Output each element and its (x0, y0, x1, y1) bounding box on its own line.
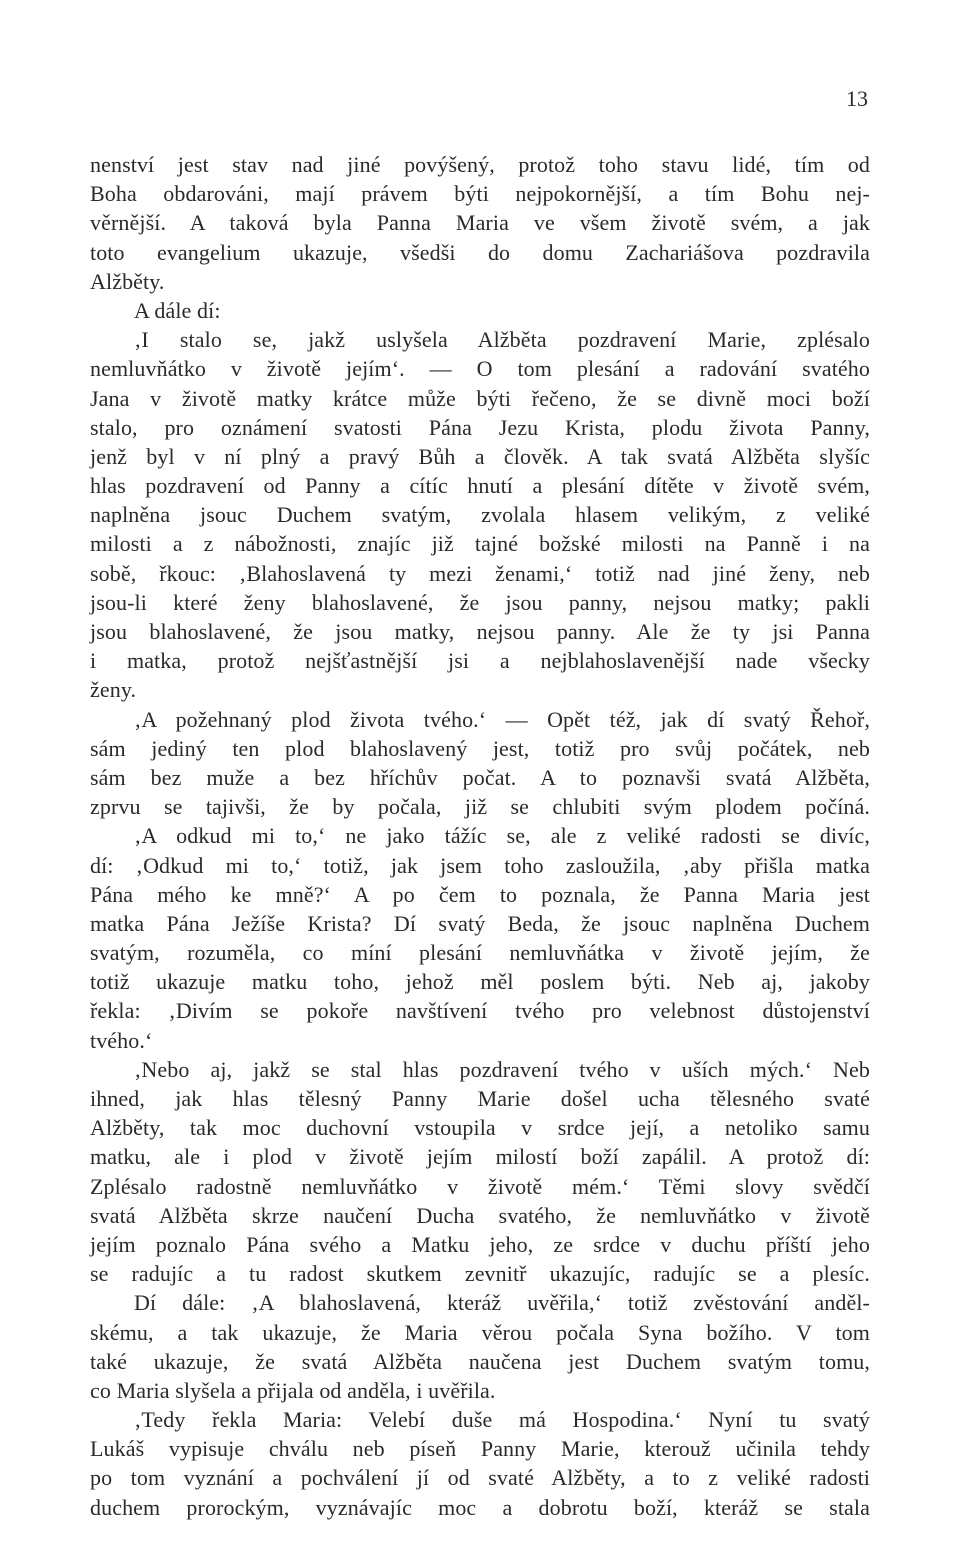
text-line: nenství jest stav nad jiné povýšený, protož toho stavu lidé, tím od (90, 152, 870, 177)
text-line: ‚Nebo aj, jakž se stal hlas pozdravení tvého v uších mých.‘ Neb (134, 1056, 870, 1082)
text-line: Boha obdarováni, mají právem býti nejpokornější, a tím Bohu nej- (90, 181, 870, 207)
text-line: i matka, protož nejšťastnější jsi a nejblahoslavenější nade všecky (90, 648, 870, 674)
text-line: dí: ‚Odkud mi to,‘ totiž, jak jsem toho zasloužila, ‚aby přišla matka (90, 852, 870, 878)
text-line: svatá Alžběta skrze naučení Ducha svatého, že nemluvňátko v životě (90, 1202, 870, 1228)
text-line: věrnější. A taková byla Panna Maria ve všem životě svém, a jak (90, 210, 870, 236)
text-line: jenž byl v ní plný a pravý Bůh a člověk. A tak svatá Alžběta slyšíc (90, 443, 870, 469)
text-line: ihned, jak hlas tělesný Panny Marie došel ucha tělesného svaté (90, 1086, 870, 1111)
text-line: Pána mého ke mně?‘ A po čem to poznala, že Panna Maria jest (90, 881, 870, 907)
text-line: sobě, řkouc: ‚Blahoslavená ty mezi ženami,‘ totiž nad jiné ženy, neb (90, 560, 870, 586)
page-number: 13 (846, 86, 868, 111)
text-line: Zplésalo radostně nemluvňátko v životě mém.‘ Těmi slovy svědčí (90, 1173, 870, 1199)
text-line: sám jediný ten plod blahoslavený jest, totiž pro svůj počátek, neb (90, 735, 870, 761)
text-line: co Maria slyšela a přijala od anděla, i uvěřila. (90, 1377, 496, 1403)
text-line: Alžběty, tak moc duchovní vstoupila v srdce její, a netoliko samu (90, 1115, 870, 1141)
text-line: tvého.‘ (90, 1027, 153, 1053)
text-line: matku, ale i plod v životě jejím milostí boží zapálil. A protož dí: (90, 1144, 870, 1170)
text-line: Dí dále: ‚A blahoslavená, kteráž uvěřila,‘ totiž zvěstování anděl- (134, 1290, 870, 1316)
text-line: naplněna jsouc Duchem svatým, zvolala hlasem velikým, z veliké (90, 502, 870, 528)
text-line: ženy. (90, 677, 137, 703)
text-line: také ukazuje, že svatá Alžběta naučena jest Duchem svatým tomu, (90, 1348, 870, 1374)
text-line: řekla: ‚Divím se pokoře navštívení tvého pro velebnost důstojenství (90, 998, 870, 1024)
text-line: Jana v životě matky krátce může býti řečeno, že se divně moci boží (90, 385, 870, 411)
text-line: ‚A odkud mi to,‘ ne jako tážíc se, ale z veliké radosti se divíc, (134, 823, 870, 849)
text-line: Lukáš vypisuje chválu neb píseň Panny Marie, kterouž učinila tehdy (90, 1436, 870, 1462)
text-line: toto evangelium ukazuje, všedši do domu Zachariášova pozdravila (90, 239, 870, 265)
text-line: stalo, pro oznámení svatosti Pána Jezu Krista, plodu života Panny, (90, 414, 870, 440)
text-line: skému, a tak ukazuje, že Maria věrou počala Syna božího. V tom (90, 1319, 870, 1345)
text-line: totiž ukazuje matku toho, jehož měl poslem býti. Neb aj, jakoby (90, 969, 870, 995)
text-line: matka Pána Ježíše Krista? Dí svatý Beda, že jsouc naplněna Duchem (90, 910, 870, 936)
text-line: jejím poznalo Pána svého a Matku jeho, ze srdce v duchu příští jeho (90, 1231, 870, 1257)
text-line: Alžběty. (90, 268, 165, 294)
text-line: jsou-li které ženy blahoslavené, že jsou panny, nejsou matky; pakli (90, 589, 870, 615)
text-line: ‚Tedy řekla Maria: Velebí duše má Hospodina.‘ Nyní tu svatý (134, 1407, 870, 1433)
body-text (90, 150, 870, 1522)
text-line: duchem prorockým, vyznávajíc moc a dobrotu boží, kteráž se stala (90, 1494, 870, 1520)
text-line: nemluvňátko v životě jejím‘. — O tom plesání a radování svatého (90, 356, 870, 382)
text-line: A dále dí: (134, 297, 221, 323)
text-line: jsou blahoslavené, že jsou matky, nejsou panny. Ale že ty jsi Panna (90, 619, 870, 644)
text-line: svatým, rozuměla, co míní plesání nemluvňátka v životě jejím, že (90, 940, 870, 966)
text-line: po tom vyznání a pochválení jí od svaté Alžběty, a to z veliké radosti (90, 1465, 870, 1491)
text-line: hlas pozdravení od Panny a cítíc hnutí a plesání dítěte v životě svém, (90, 473, 870, 499)
text-line: ‚A požehnaný plod života tvého.‘ — Opět též, jak dí svatý Řehoř, (134, 706, 870, 732)
text-line: milosti a z nábožnosti, znajíc již tajné božské milosti na Panně i na (90, 531, 870, 557)
text-line: ‚I stalo se, jakž uslyšela Alžběta pozdravení Marie, zplésalo (134, 327, 870, 353)
text-line: zprvu se tajivši, že by počala, již se chlubiti svým plodem počíná. (90, 794, 870, 820)
text-line: se radujíc a tu radost skutkem zevnitř ukazujíc, radujíc se a plesíc. (90, 1261, 870, 1287)
text-line: sám bez muže a bez hříchův počat. A to poznavši svatá Alžběta, (90, 764, 870, 790)
